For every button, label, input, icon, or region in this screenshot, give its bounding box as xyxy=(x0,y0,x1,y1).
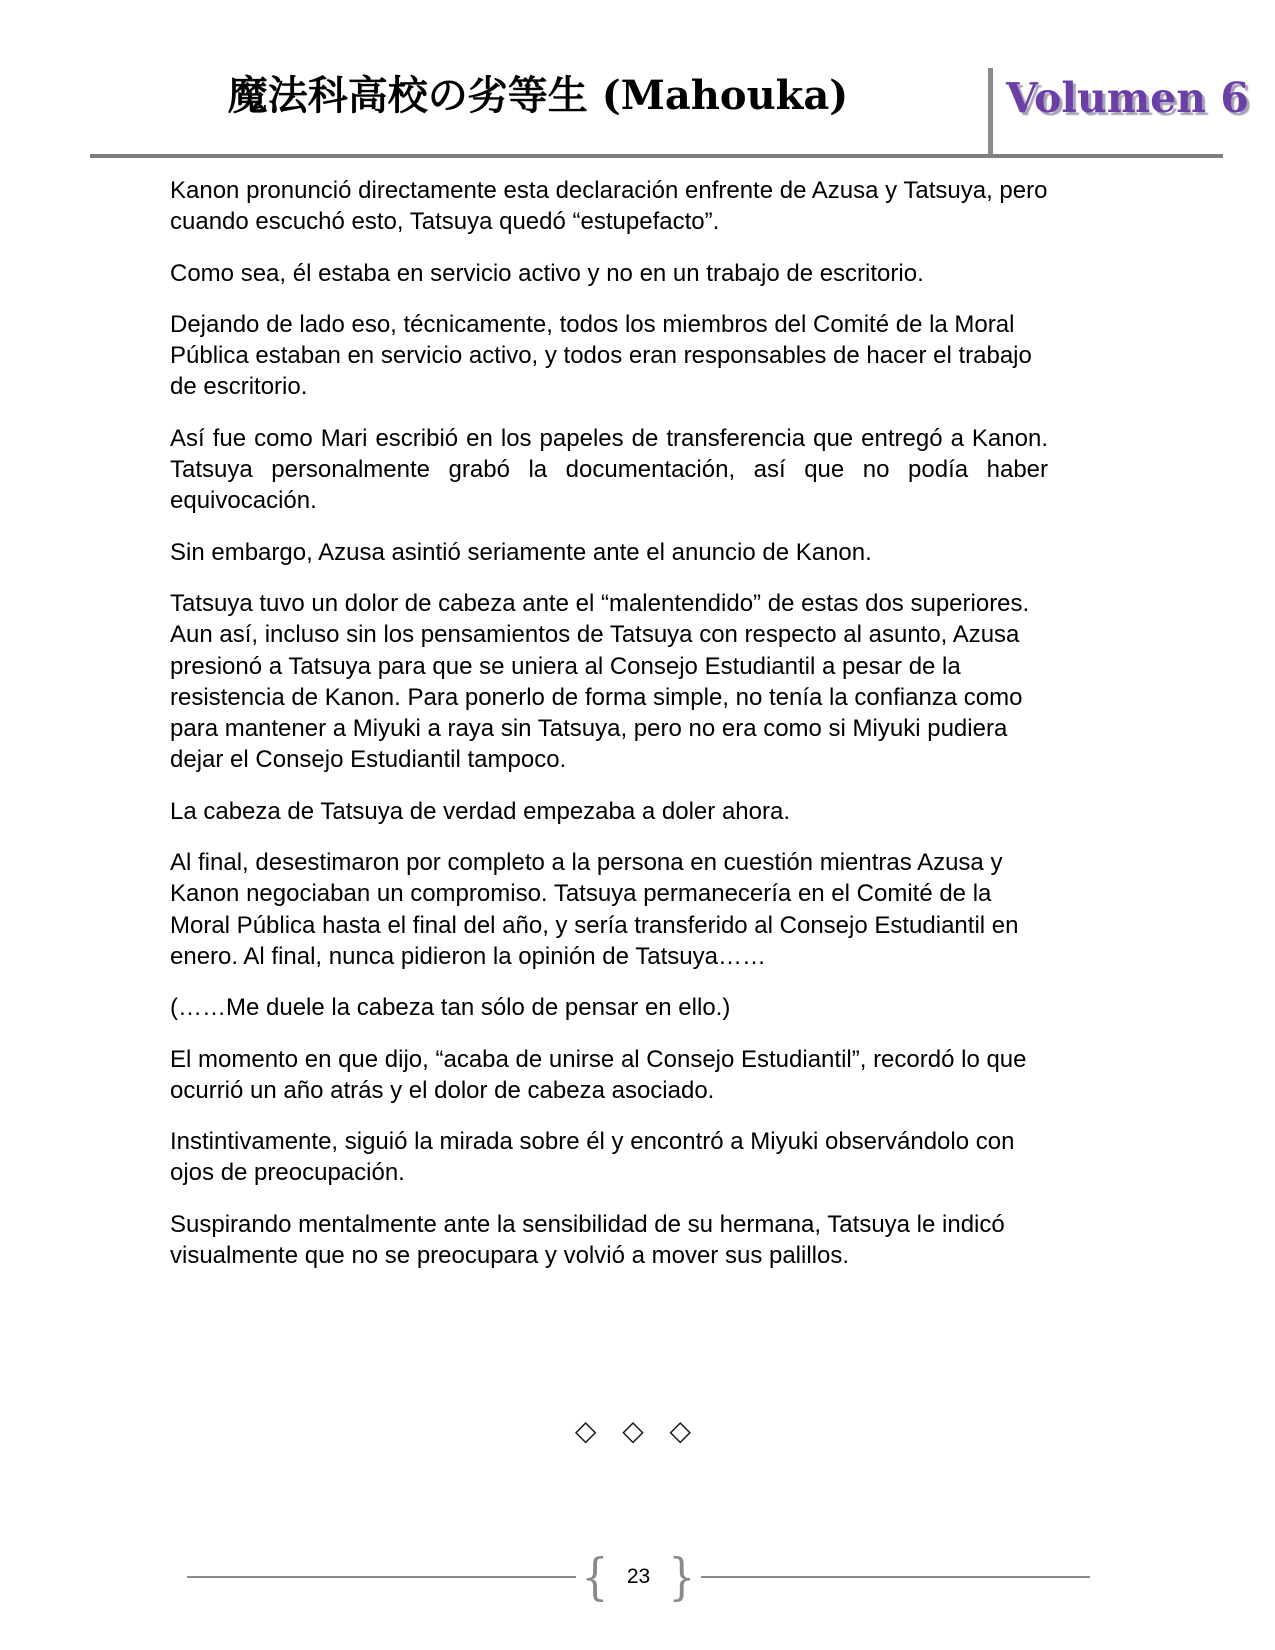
paragraph: Tatsuya tuvo un dolor de cabeza ante el “malentendido” de estas dos superiores. Aun así, incluso sin los pensamientos de Tatsuya con respecto al asunto, Azusa presionó a Tatsuya para que se uniera al Consejo Estudiantil a pesar de la resistencia de Kanon. Para ponerlo de forma simple, no tenía la confianza como para mantener a Miyuki a raya sin Tatsuya, pero no era como si Miyuki pudiera dejar el Consejo Estudiantil tampoco. xyxy=(170,589,1030,774)
paragraph: El momento en que dijo, “acaba de unirse al Consejo Estudiantil”, recordó lo que ocurrió un año atrás y el dolor de cabeza asociado. xyxy=(170,1045,1027,1104)
paragraph: Como sea, él estaba en servicio activo y no en un trabajo de escritorio. xyxy=(170,259,924,287)
page-number: 23 xyxy=(626,1565,651,1588)
page-footer xyxy=(187,1548,1090,1606)
footer-line-right xyxy=(701,1576,1090,1578)
volume-badge: Volumen 6 xyxy=(1006,74,1249,122)
footer-line-left xyxy=(187,1576,576,1578)
footer-bracket-right: } xyxy=(668,1548,696,1606)
page-title: 魔法科高校の劣等生 (Mahouka) xyxy=(227,72,849,119)
paragraph: La cabeza de Tatsuya de verdad empezaba a doler ahora. xyxy=(170,797,790,825)
paragraph: Instintivamente, siguió la mirada sobre él y encontró a Miyuki observándolo con ojos de preocupación. xyxy=(170,1128,1015,1187)
paragraph: Al final, desestimaron por completo a la persona en cuestión mientras Azusa y Kanon negociaban un compromiso. Tatsuya permanecería en el Comité de la Moral Pública hasta el final del año, y sería transferido al Consejo Estudiantil en enero. Al final, nunca pidieron la opinión de Tatsuya…… xyxy=(170,849,1019,970)
paragraph: (……Me duele la cabeza tan sólo de pensar en ello.) xyxy=(170,994,731,1022)
diamond-separator: ◇ ◇ ◇ xyxy=(574,1415,701,1446)
header-vertical-divider xyxy=(988,68,993,154)
paragraph: Kanon pronunció directamente esta declaración enfrente de Azusa y Tatsuya, pero cuando escuchó esto, Tatsuya quedó “estupefacto”. xyxy=(170,177,1048,236)
body-content xyxy=(170,175,1048,1291)
paragraph: Así fue como Mari escribió en los papeles de transferencia que entregó a Kanon. Tatsuya personalmente grabó la documentación, así que no podía haber equivocación. xyxy=(170,424,1048,515)
paragraph: Suspirando mentalmente ante la sensibilidad de su hermana, Tatsuya le indicó visualmente que no se preocupara y volvió a mover sus palillos. xyxy=(170,1210,1005,1270)
paragraph: Sin embargo, Azusa asintió seriamente ante el anuncio de Kanon. xyxy=(170,538,872,566)
header-rule xyxy=(90,154,1223,158)
footer-bracket-left: { xyxy=(581,1548,609,1606)
paragraph: Dejando de lado eso, técnicamente, todos los miembros del Comité de la Moral Pública estaban en servicio activo, y todos eran responsables de hacer el trabajo de escritorio. xyxy=(170,310,1032,401)
